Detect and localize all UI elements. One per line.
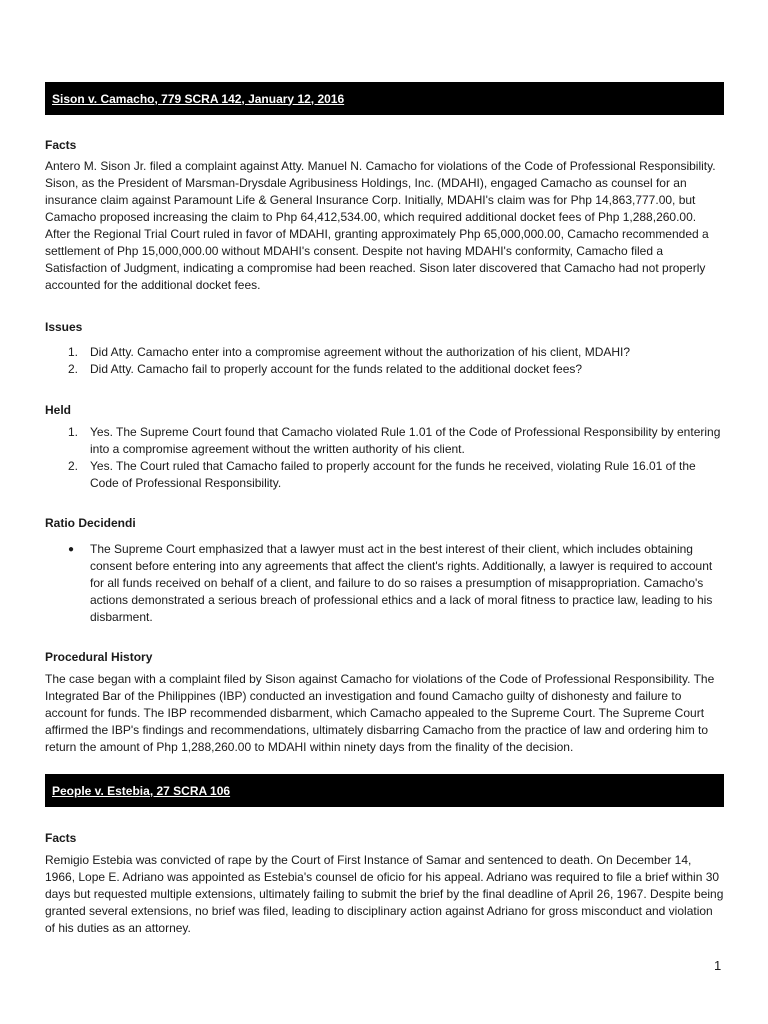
list-item bbox=[45, 361, 724, 378]
ratio-list bbox=[45, 541, 724, 626]
case-title: People v. Estebia, 27 SCRA 106 bbox=[52, 783, 231, 798]
section-heading-facts: Facts bbox=[45, 138, 77, 152]
issues-list bbox=[45, 344, 724, 378]
list-item-text: The Supreme Court emphasized that a lawyer must act in the best interest of their client, which includes obtaining consent before entering into any agreements that affect the client's rights. Additionally, a lawyer is required to account for all funds received on behalf of a client, and failure to do so raises a presumption of misappropriation. Camacho's actions demonstrated a serious breach of professional ethics and a lack of moral fitness to practice law, leading to his disbarment. bbox=[90, 542, 713, 624]
list-item-text: Did Atty. Camacho enter into a compromise agreement without the authorization of his client, MDAHI? bbox=[90, 345, 631, 359]
procedural-history-paragraph: The case began with a complaint filed by Sison against Camacho for violations of the Code of Professional Responsibility. The Integrated Bar of the Philippines (IBP) conducted an investigation and found Camacho guilty of dishonesty and failure to account for funds. The IBP recommended disbarment, which Camacho appealed to the Supreme Court. The Supreme Court affirmed the IBP's findings and recommendations, ultimately disbarring Camacho from the practice of law and ordering him to return the amount of Php 1,288,260.00 to MDAHI within ninety days from the finality of the decision. bbox=[45, 672, 715, 754]
section-heading-ratio: Ratio Decidendi bbox=[45, 516, 136, 530]
section-heading-issues: Issues bbox=[45, 320, 83, 334]
list-item bbox=[45, 541, 724, 626]
list-item bbox=[45, 344, 724, 361]
list-number: 2. bbox=[68, 459, 79, 473]
list-number: 1. bbox=[68, 425, 79, 439]
list-item bbox=[45, 458, 724, 492]
list-item-text: Yes. The Court ruled that Camacho failed to properly account for the funds he received, violating Rule 16.01 of the Code of Professional Responsibility. bbox=[90, 459, 696, 490]
list-item-text: Yes. The Supreme Court found that Camacho violated Rule 1.01 of the Code of Professional Responsibility by entering into a compromise agreement without the written authority of his client. bbox=[90, 425, 721, 456]
section-heading-facts: Facts bbox=[45, 831, 77, 845]
case-title-bar bbox=[45, 774, 724, 807]
page-number: 1 bbox=[714, 958, 722, 973]
section-heading-held: Held bbox=[45, 403, 72, 417]
list-item-text: Did Atty. Camacho fail to properly account for the funds related to the additional docket fees? bbox=[90, 362, 583, 376]
bullet-icon: ● bbox=[68, 544, 75, 555]
case-title-bar bbox=[45, 82, 724, 115]
facts-paragraph: Remigio Estebia was convicted of rape by the Court of First Instance of Samar and sentenced to death. On December 14, 1966, Lope E. Adriano was appointed as Estebia's counsel de oficio for his appeal. Adriano was required to file a brief within 30 days but requested multiple extensions, ultimately failing to submit the brief by the final deadline of April 26, 1967. Despite being granted several extensions, no brief was filed, leading to disciplinary action against Adriano for gross misconduct and violation of his duties as an attorney. bbox=[45, 853, 724, 935]
list-number: 2. bbox=[68, 362, 79, 376]
list-number: 1. bbox=[68, 345, 79, 359]
facts-paragraph: Antero M. Sison Jr. filed a complaint against Atty. Manuel N. Camacho for violations of the Code of Professional Responsibility. Sison, as the President of Marsman-Drysdale Agribusiness Holdings, Inc. (MDAHI), engaged Camacho as counsel for an insurance claim against Paramount Life & General Insurance Corp. Initially, MDAHI's claim was for Php 14,863,777.00, but Camacho proposed increasing the claim to Php 64,412,534.00, which required additional docket fees of Php 1,288,260.00. After the Regional Trial Court ruled in favor of MDAHI, granting approximately Php 65,000,000.00, Camacho recommended a settlement of Php 15,000,000.00 without MDAHI's consent. Despite not having MDAHI's conformity, Camacho filed a Satisfaction of Judgment, indicating a compromise had been reached. Sison later discovered that Camacho had not properly accounted for the additional docket fees. bbox=[45, 159, 716, 292]
section-heading-procedural-history: Procedural History bbox=[45, 650, 153, 664]
list-item bbox=[45, 424, 724, 458]
held-list bbox=[45, 424, 724, 492]
case-title: Sison v. Camacho, 779 SCRA 142, January 12, 2016 bbox=[52, 91, 345, 106]
